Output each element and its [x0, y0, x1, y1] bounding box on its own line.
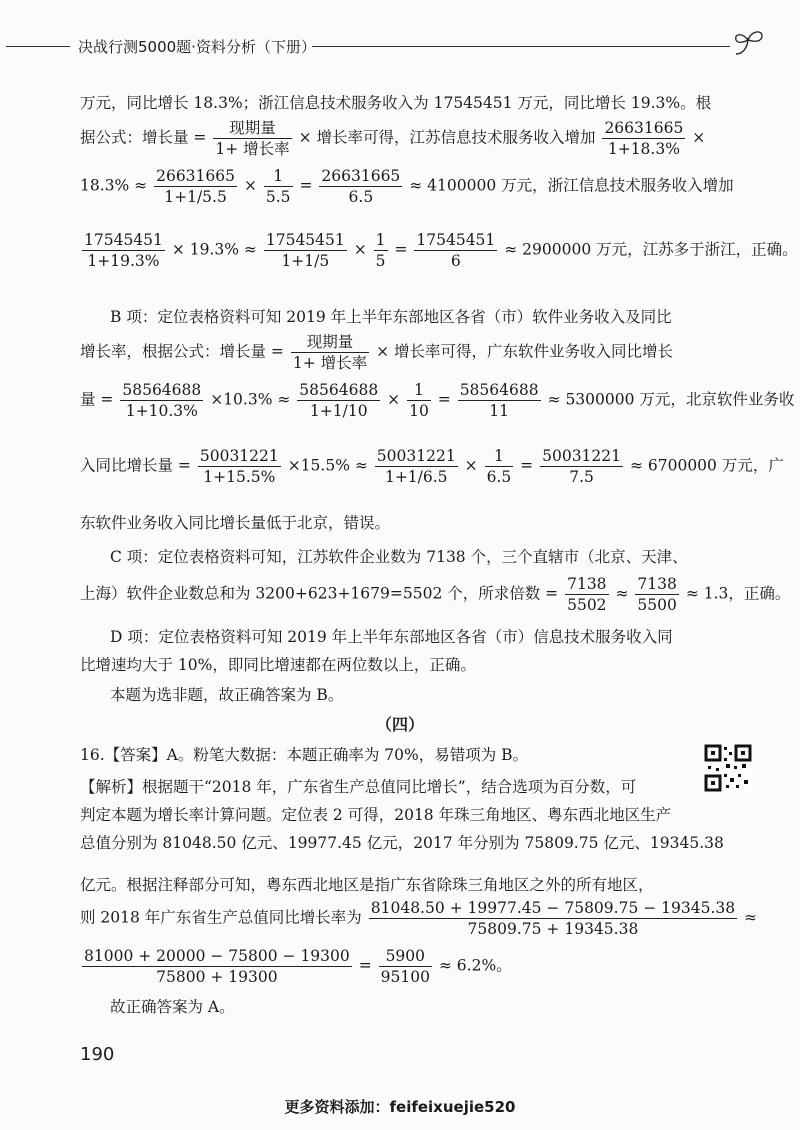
fraction: [154, 166, 237, 207]
denominator: 75800 + 19300: [156, 968, 278, 986]
text-line: 【解析】根据题干“2018 年，广东省生产总值同比增长”，结合选项为百分数，可: [80, 778, 637, 796]
text-fragment: ×: [243, 176, 257, 195]
section-heading: （四）: [375, 715, 424, 734]
text-fragment: ×: [464, 456, 478, 475]
denominator: 1+15.5%: [203, 468, 276, 486]
formula-line: [80, 946, 512, 987]
text-fragment: ≈ 6.2%。: [438, 956, 512, 975]
fraction: [458, 380, 541, 421]
text-line: 本题为选非题，故正确答案为 B。: [110, 686, 344, 704]
numerator: 1: [407, 380, 431, 401]
numerator: 26631665: [604, 119, 684, 137]
numerator: 5900: [379, 946, 432, 967]
text-fragment: ≈: [744, 908, 758, 927]
denominator: 5: [375, 252, 386, 270]
text-fragment: =: [299, 176, 313, 195]
text-fragment: ≈ 4100000 万元，浙江信息技术服务收入增加: [409, 176, 734, 195]
numerator: 81000 + 20000 − 75800 − 19300: [84, 947, 350, 965]
fraction: [565, 574, 608, 615]
text-line: 东软件业务收入同比增长量低于北京，错误。: [80, 514, 391, 532]
text-fragment: ×: [353, 240, 367, 259]
fraction: [319, 166, 402, 207]
text-fragment: =: [437, 390, 451, 409]
fraction: [82, 946, 352, 987]
text-line: D 项：定位表格资料可知 2019 年上半年东部地区各省（市）信息技术服务收入同: [110, 628, 673, 646]
denominator: 11: [489, 402, 509, 420]
denominator: 1+1/10: [309, 402, 368, 420]
fraction: [407, 380, 431, 421]
numerator: 50031221: [376, 447, 456, 465]
numerator: 17545451: [84, 231, 163, 249]
fraction: [264, 230, 347, 271]
text-fragment: ×: [387, 390, 401, 409]
fraction: [120, 380, 203, 421]
denominator: 6: [450, 252, 461, 270]
header-rule-right: [312, 46, 730, 47]
header-rule-left: [6, 46, 70, 47]
denominator: 1+18.3%: [607, 140, 680, 158]
numerator: 17545451: [265, 231, 345, 249]
answer-line: 16.【答案】A。粉笔大数据：本题正确率为 70%，易错项为 B。: [80, 746, 529, 764]
text-line: 总值分别为 81048.50 亿元、19977.45 亿元，2017 年分别为 75809.75 亿元、19345.38: [80, 834, 724, 852]
numerator: 7138: [567, 575, 607, 593]
numerator: 7138: [637, 575, 677, 593]
denominator: 1+1/5: [281, 252, 330, 270]
numerator: 17545451: [416, 231, 496, 249]
fraction: [291, 332, 369, 373]
text-line: 判定本题为增长率计算问题。定位表 2 可得，2018 年珠三角地区、粤东西北地区生产: [80, 806, 672, 824]
text-fragment: ≈ 2900000 万元，江苏多于浙江，正确。: [504, 240, 798, 259]
fraction: [297, 380, 380, 421]
numerator: 1: [485, 446, 514, 467]
text-fragment: ×10.3% ≈: [210, 390, 291, 409]
denominator: 10: [409, 402, 429, 420]
running-header: [0, 34, 800, 58]
text-line: 比增速均大于 10%，即同比增速都在两位数以上，正确。: [80, 656, 476, 674]
fraction: [379, 946, 432, 987]
denominator: 6.5: [348, 188, 374, 206]
text-fragment: 增长率，根据公式：增长量 =: [80, 342, 284, 361]
fraction: [213, 118, 291, 159]
denominator: 5.5: [265, 188, 291, 206]
header-title: 决战行测5000题·资料分析（下册）: [78, 38, 316, 56]
denominator: 5500: [637, 596, 677, 614]
text-fragment: 据公式：增长量 =: [80, 128, 207, 147]
denominator: 1+1/5.5: [164, 188, 227, 206]
text-line: B 项：定位表格资料可知 2019 年上半年东部地区各省（市）软件业务收入及同比: [110, 308, 672, 326]
fraction: [485, 446, 514, 487]
numerator: 58564688: [459, 381, 539, 399]
text-fragment: ≈ 6700000 万元，广: [629, 456, 784, 475]
denominator: 1+19.3%: [87, 252, 160, 270]
formula-line: [80, 446, 784, 487]
denominator: 5502: [567, 596, 607, 614]
fraction: [369, 898, 737, 939]
denominator: 75809.75 + 19345.38: [467, 920, 639, 938]
numerator: 26631665: [321, 167, 401, 185]
formula-line: [80, 166, 734, 207]
numerator: 50031221: [542, 447, 622, 465]
text-fragment: ≈ 1.3，正确。: [685, 584, 791, 603]
denominator: 1+ 增长率: [292, 354, 368, 372]
text-fragment: 量 =: [80, 390, 114, 409]
numerator: 现期量: [213, 118, 291, 139]
fraction: [264, 166, 293, 207]
text-fragment: 上海）软件企业数总和为 3200+623+1679=5502 个，所求倍数 =: [80, 584, 559, 603]
fraction: [375, 446, 458, 487]
fraction: [414, 230, 497, 271]
text-fragment: ≈ 5300000 万元，北京软件业务收: [547, 390, 795, 409]
footer-note: 更多资料添加：feifeixuejie520: [284, 1098, 516, 1116]
numerator: 58564688: [299, 381, 379, 399]
text-fragment: =: [520, 456, 534, 475]
denominator: 7.5: [569, 468, 594, 486]
formula-line: [80, 380, 794, 421]
numerator: 1: [264, 166, 293, 187]
text-line: 万元，同比增长 18.3%；浙江信息技术服务收入为 17545451 万元，同比增长 19.3%。根: [80, 94, 712, 112]
text-fragment: 则 2018 年广东省生产总值同比增长率为: [80, 908, 362, 927]
text-fragment: × 19.3% ≈: [171, 240, 257, 259]
formula-line: [80, 118, 705, 159]
denominator: 1+1/6.5: [384, 468, 448, 486]
numerator: 50031221: [199, 447, 279, 465]
text-fragment: =: [358, 956, 372, 975]
fraction: [374, 230, 388, 271]
text-fragment: × 增长率可得，广东软件业务收入同比增长: [376, 342, 673, 361]
formula-line: [80, 574, 790, 615]
numerator: 26631665: [156, 167, 235, 185]
denominator: 6.5: [486, 468, 512, 486]
sprout-icon: [730, 28, 770, 62]
fraction: [635, 574, 678, 615]
denominator: 95100: [380, 968, 430, 986]
text-fragment: =: [394, 240, 408, 259]
formula-line: [80, 898, 757, 939]
denominator: 1+10.3%: [125, 402, 198, 420]
formula-line: [80, 230, 798, 271]
text-fragment: ×: [692, 128, 706, 147]
numerator: 现期量: [291, 332, 369, 353]
text-fragment: 入同比增长量 =: [80, 456, 191, 475]
text-line: 亿元。根据注释部分可知，粤东西北地区是指广东省除珠三角地区之外的所有地区，: [80, 876, 654, 894]
text-line: C 项：定位表格资料可知，江苏软件企业数为 7138 个，三个直辖市（北京、天津、: [110, 548, 688, 566]
denominator: 1+ 增长率: [215, 140, 290, 158]
fraction: [602, 118, 685, 159]
text-fragment: ×15.5% ≈: [287, 456, 368, 475]
numerator: 81048.50 + 19977.45 − 75809.75 − 19345.38: [370, 899, 736, 917]
numerator: 58564688: [122, 381, 202, 399]
text-fragment: 18.3% ≈: [80, 176, 148, 195]
fraction: [198, 446, 281, 487]
page-number: 190: [80, 1044, 115, 1065]
text-fragment: × 增长率可得，江苏信息技术服务收入增加: [298, 128, 596, 147]
text-fragment: ≈: [615, 584, 629, 603]
qr-code-icon: [704, 744, 752, 792]
numerator: 1: [375, 231, 386, 249]
text-line: 故正确答案为 A。: [110, 998, 235, 1016]
formula-line: [80, 332, 673, 373]
fraction: [540, 446, 623, 487]
fraction: [82, 230, 165, 271]
